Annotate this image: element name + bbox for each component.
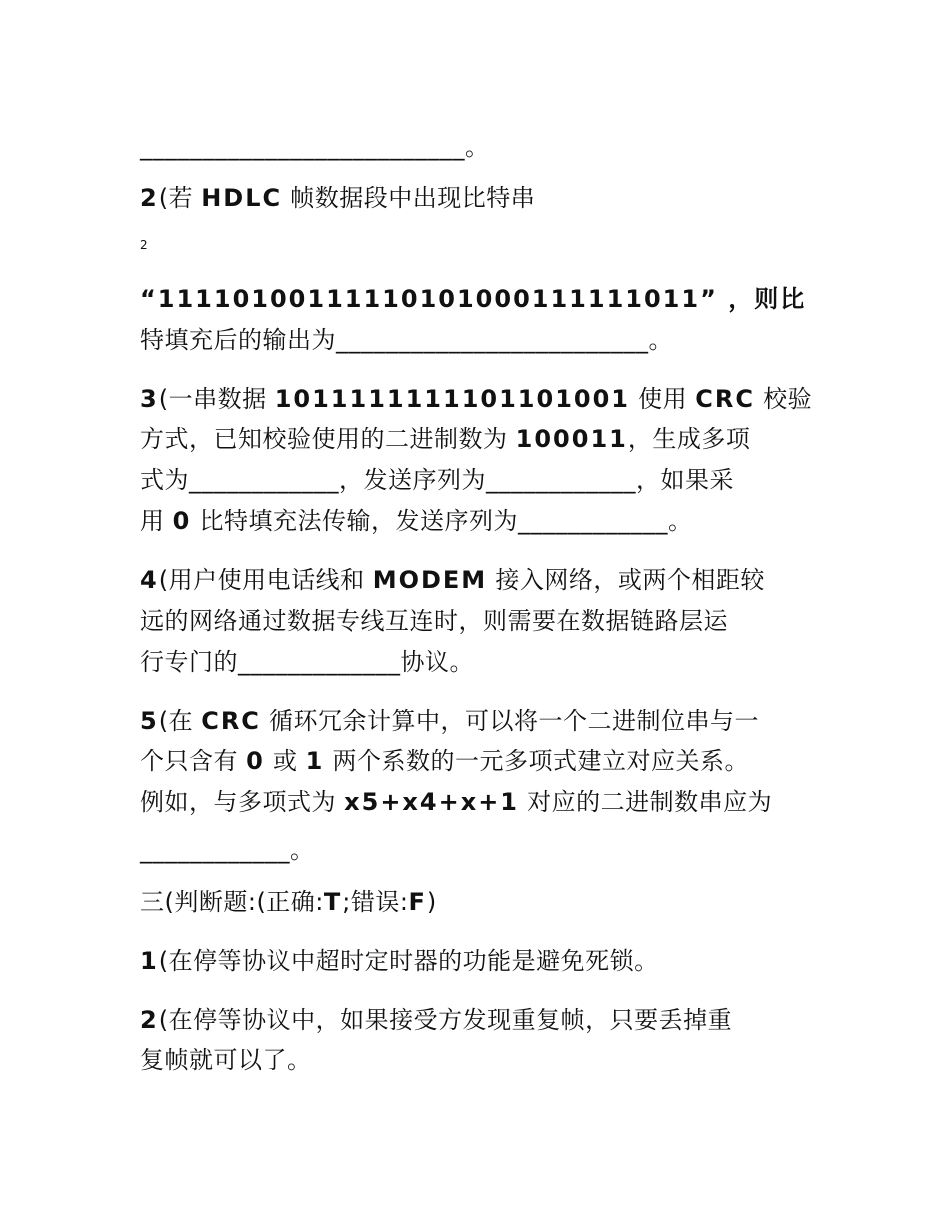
- bit-string: 11110100111110101000111111011: [157, 285, 701, 313]
- question-2-line-2: “11110100111110101000111111011” ，则比: [140, 285, 807, 313]
- footnote-marker: 2: [140, 238, 149, 252]
- question-3-line-2: 方式，已知校验使用的二进制数为 100011，生成多项: [140, 425, 751, 453]
- question-number: 5: [140, 707, 159, 735]
- question-3-line-3: 式为____________，发送序列为____________，如果采: [140, 466, 734, 494]
- question-number: 4: [140, 566, 159, 594]
- judgement-1: 1(在停等协议中超时定时器的功能是避免死锁。: [140, 947, 659, 975]
- question-5-line-2: 个只含有 0 或 1 两个系数的一元多项式建立对应关系。: [140, 747, 749, 775]
- question-3-line-4: 用 0 比特填充法传输，发送序列为____________。: [140, 507, 693, 535]
- question-5-line-4: ____________。: [140, 836, 315, 864]
- question-5-line-3: 例如，与多项式为 x5+x4+x+1 对应的二进制数串应为: [140, 788, 773, 816]
- answer-blank-line: __________________________。: [140, 133, 490, 161]
- section-3-heading: 三(判断题:(正确:T;错误:F): [140, 888, 437, 916]
- question-5-line-1: 5(在 CRC 循环冗余计算中，可以将一个二进制位串与一: [140, 707, 760, 735]
- question-4-line-2: 远的网络通过数据专线互连时，则需要在数据链路层运: [140, 607, 728, 635]
- question-number: 1: [140, 947, 159, 975]
- judgement-2-line-2: 复帧就可以了。: [140, 1046, 312, 1074]
- judgement-2-line-1: 2(在停等协议中，如果接受方发现重复帧，只要丢掉重: [140, 1006, 733, 1034]
- question-2-line-3: 特填充后的输出为_________________________。: [140, 326, 673, 354]
- question-4-line-1: 4(用户使用电话线和 MODEM 接入网络，或两个相距较: [140, 566, 765, 594]
- question-2-line-1: 2(若 HDLC 帧数据段中出现比特串: [140, 184, 536, 212]
- question-number: 2: [140, 184, 159, 212]
- polynomial: x5+x4+x+1: [344, 788, 520, 816]
- question-4-line-3: 行专门的_____________协议。: [140, 648, 474, 676]
- question-3-line-1: 3(一串数据 1011111111101101001 使用 CRC 校验: [140, 385, 813, 413]
- question-number: 2: [140, 1006, 159, 1034]
- question-number: 3: [140, 385, 159, 413]
